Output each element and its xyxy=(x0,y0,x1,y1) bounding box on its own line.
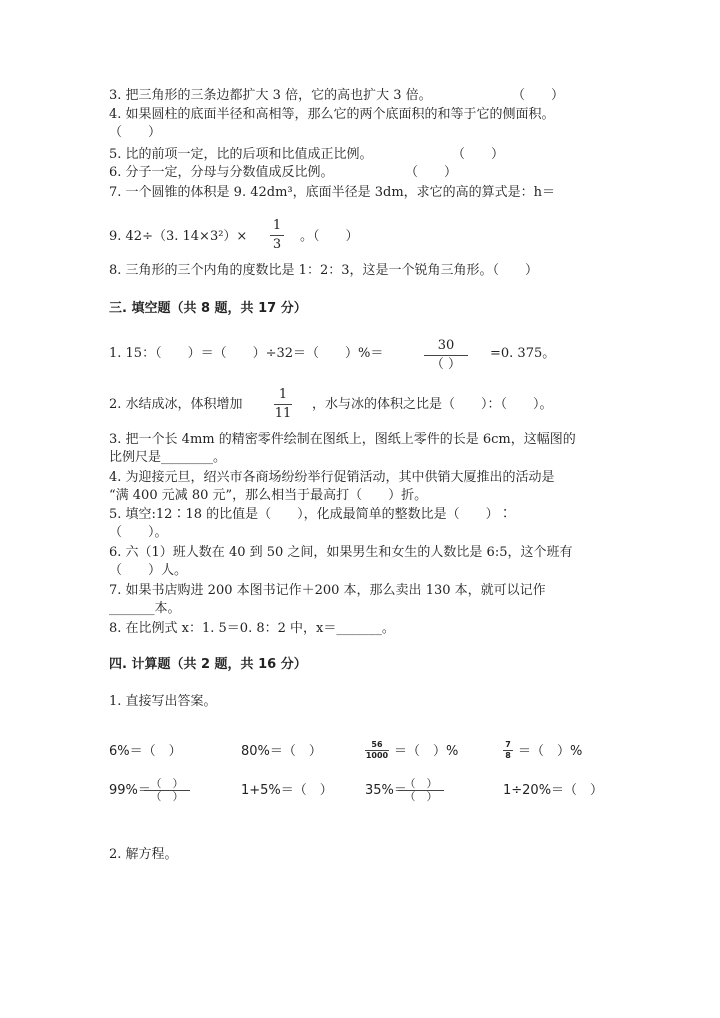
calc-r1-c3-fraction xyxy=(365,740,389,761)
fill-q4-line2: “满 400 元减 80 元”，那么相当于最高打（ ）折。 xyxy=(109,488,428,503)
calc-r2-c2: 1+5%＝（ ） xyxy=(241,783,333,798)
judge-q6-answer-blank[interactable]: （ ） xyxy=(405,165,458,180)
fill-q2-fraction xyxy=(274,387,292,422)
fill-q3-line2: 比例尺是________。 xyxy=(109,450,227,465)
fraction-denominator[interactable]: （ ） xyxy=(404,790,438,803)
fraction-denominator: 11 xyxy=(274,406,292,421)
fraction-bar xyxy=(274,404,292,405)
fill-q7-line1: 7. 如果书店购进 200 本图书记作＋200 本，那么卖出 130 本，就可以记作 xyxy=(109,583,546,598)
calc-r2-c3: 35%＝ xyxy=(365,783,407,798)
calc-r1-c3: ＝（ ）% xyxy=(394,744,459,759)
fill-q8-text: 8. 在比例式 x：1. 5＝0. 8：2 中，x＝_______。 xyxy=(109,621,395,636)
fill-q1-text: 1. 15：（ ）＝（ ）÷32＝（ ）%＝ xyxy=(109,346,384,361)
calc-r1-c4-fraction xyxy=(503,740,513,761)
calc-r2-c4: 1÷20%＝（ ） xyxy=(503,783,604,798)
judge-q7-text: 7. 一个圆锥的体积是 9. 42dm³，底面半径是 3dm，求它的高的算式是：h＝ xyxy=(109,185,556,200)
judge-q3-answer-blank[interactable]: （ ） xyxy=(512,88,565,103)
judge-q4-answer-blank[interactable]: （ ） xyxy=(109,125,162,140)
fill-q1-tail: =0. 375。 xyxy=(490,346,556,361)
fraction-numerator: 7 xyxy=(505,740,511,749)
fill-q5-line2: （ ）。 xyxy=(109,525,168,540)
fill-q6-line1: 6. 六（1）班人数在 40 到 50 之间，如果男生和女生的人数比是 6:5，这个班有 xyxy=(109,545,573,560)
fraction-numerator: 56 xyxy=(371,740,383,749)
fraction-denominator: 1000 xyxy=(365,751,389,760)
fill-q7-line2: _______本。 xyxy=(109,601,181,616)
calc-r2-c1-fraction[interactable] xyxy=(144,778,190,803)
section-heading-calc: 四. 计算题（共 2 题，共 16 分） xyxy=(109,657,307,672)
fraction-bar xyxy=(424,355,468,356)
calc-r2-c3-fraction[interactable] xyxy=(398,778,444,803)
fill-q3-line1: 3. 把一个长 4mm 的精密零件绘制在图纸上，图纸上零件的长是 6cm，这幅图的 xyxy=(109,432,576,447)
judge-q6-text: 6. 分子一定，分母与分数值成反比例。 xyxy=(109,165,334,180)
calc-r1-c4: ＝（ ）% xyxy=(518,744,583,759)
judge-q7-expression: 9. 42÷（3. 14×3²）× xyxy=(109,229,248,244)
fill-q2-tail: ，水与冰的体积之比是（ ）：（ ）。 xyxy=(312,397,553,412)
fraction-numerator: 1 xyxy=(272,218,282,233)
section-heading-fill: 三. 填空题（共 8 题，共 17 分） xyxy=(109,301,307,316)
calc-q2-text: 2. 解方程。 xyxy=(109,847,178,862)
judge-q3-text: 3. 把三角形的三条边都扩大 3 倍，它的高也扩大 3 倍。 xyxy=(109,88,432,103)
judge-q7-fraction xyxy=(270,218,284,253)
fill-q6-line2: （ ）人。 xyxy=(109,563,188,578)
fraction-denominator: 8 xyxy=(505,751,511,760)
calc-r2-c1: 99%＝ xyxy=(109,783,151,798)
fill-q2-text: 2. 水结成冰，体积增加 xyxy=(109,397,243,412)
judge-q8-text: 8. 三角形的三个内角的度数比是 1：2：3，这是一个锐角三角形。（ ） xyxy=(109,263,538,278)
fraction-numerator[interactable]: （ ） xyxy=(150,777,184,790)
judge-q5-answer-blank[interactable]: （ ） xyxy=(452,147,505,162)
judge-q7-answer-blank[interactable]: 。（ ） xyxy=(300,229,359,244)
fill-q1-fraction xyxy=(424,338,468,373)
judge-q4-text: 4. 如果圆柱的底面半径和高相等，那么它的两个底面积的和等于它的侧面积。 xyxy=(109,107,555,122)
calc-q1-text: 1. 直接写出答案。 xyxy=(109,694,217,709)
fraction-denominator: 3 xyxy=(272,237,282,252)
judge-q5-text: 5. 比的前项一定，比的后项和比值成正比例。 xyxy=(109,147,373,162)
fraction-numerator[interactable]: （ ） xyxy=(404,777,438,790)
fraction-denominator[interactable]: （ ） xyxy=(430,357,462,372)
fraction-denominator[interactable]: （ ） xyxy=(150,790,184,803)
calc-r1-c1: 6%＝（ ） xyxy=(109,744,182,759)
calc-r1-c2: 80%＝（ ） xyxy=(241,744,322,759)
fraction-numerator: 1 xyxy=(278,387,288,402)
fill-q4-line1: 4. 为迎接元旦，绍兴市各商场纷纷举行促销活动，其中供销大厦推出的活动是 xyxy=(109,470,555,485)
fraction-numerator: 30 xyxy=(437,338,455,353)
fraction-bar xyxy=(270,235,284,236)
fill-q5-line1: 5. 填空:12∶18 的比值是（ ），化成最简单的整数比是（ ）∶ xyxy=(109,507,512,522)
